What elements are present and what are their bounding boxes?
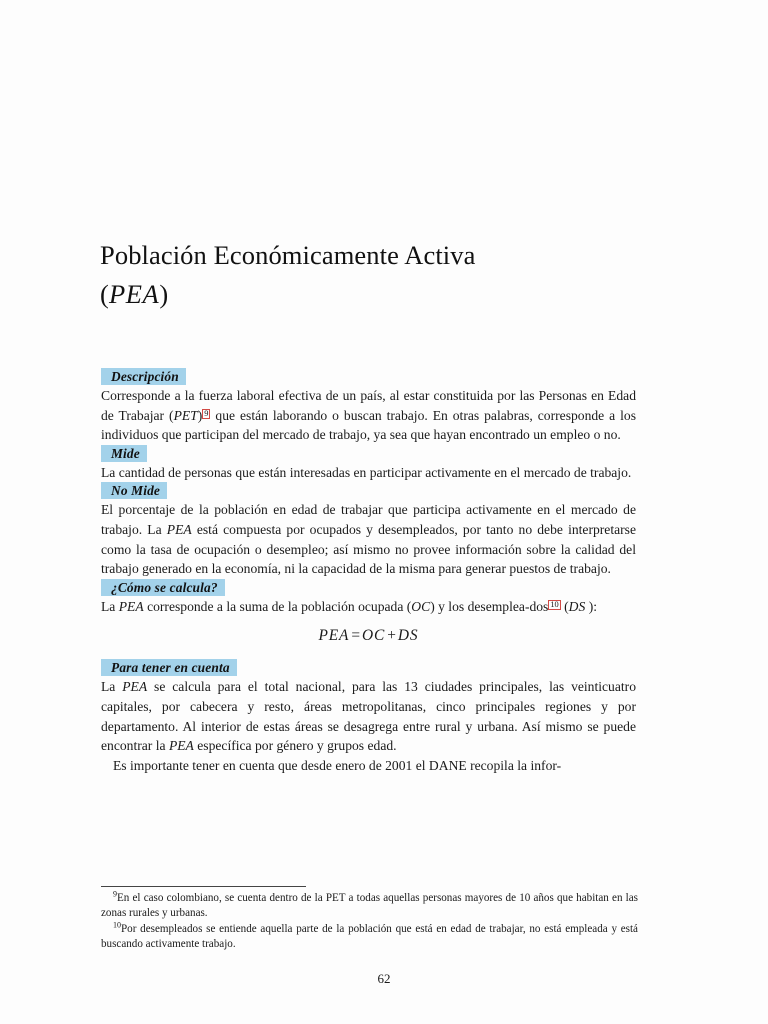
- title-paren-open: (: [100, 279, 109, 309]
- section-heading-como-se-calcula: [101, 579, 636, 596]
- section-heading-descripcion: [101, 368, 636, 385]
- section-heading-label: ¿Cómo se calcula?: [101, 579, 225, 596]
- section-paragraph-para-tener-en-cuenta: [101, 677, 636, 755]
- section-paragraph-mide: La cantidad de personas que están interesadas en participar activamente en el mercado de trabajo.: [101, 464, 632, 480]
- footnote-ref-9[interactable]: 9: [204, 408, 209, 418]
- section-paragraph-no-mide: [101, 500, 636, 578]
- footnote-item: [101, 919, 638, 953]
- page-title: [100, 236, 660, 314]
- formula-term-oc: OC: [362, 627, 386, 645]
- math-ds: DS: [568, 598, 586, 614]
- math-pea: PEA: [122, 679, 148, 695]
- paragraph-text: que están laborando o buscan trabajo. En otras palabras, corresponde a los individuos que participan del mercado de trabajo, ya sea que hayan encontrado un empleo o no.: [101, 407, 637, 443]
- formula-equals: =: [351, 627, 361, 645]
- footnote-text: En el caso colombiano, se cuenta dentro de la PET a todas aquellas personas mayores de 10 años que habitan en las zonas rurales y urbanas.: [101, 892, 638, 920]
- math-pet: PET: [173, 407, 198, 423]
- section-heading-no-mide: [101, 482, 636, 499]
- section-paragraph-continuation: Es importante tener en cuenta que desde enero de 2001 el DANE recopila la infor-: [113, 757, 562, 773]
- paragraph-text: ):: [585, 598, 597, 614]
- paragraph-text: está compuesta por ocupados y desempleados, por tanto no debe interpretarse como la tasa de ocupación o desempleo; así mismo no provee información sobre la calidad del trabajo generado en la economía, ni la capacidad de la misma para generar puestos de trabajo.: [101, 521, 636, 577]
- footnote-text: Por desempleados se entiende aquella parte de la población que está en edad de trabajar, no está empleada y está buscando activamente trabajo.: [101, 922, 638, 950]
- title-math-pea: PEA: [108, 279, 160, 309]
- paragraph-text: ): [197, 407, 203, 423]
- footnote-separator-rule: [101, 886, 306, 887]
- paragraph-text: ) y los desemplea-dos: [430, 598, 549, 614]
- footnote-marker-9: 9: [113, 889, 117, 899]
- paragraph-text: La: [101, 679, 123, 695]
- page-title-line-2: [100, 275, 660, 314]
- section-heading-label: Descripción: [101, 368, 186, 385]
- paragraph-text: específica por género y grupos edad.: [193, 738, 397, 754]
- math-pea: PEA: [166, 521, 192, 537]
- section-paragraph-como-se-calcula: [101, 597, 636, 617]
- section-paragraph-descripcion: [101, 386, 636, 445]
- section-heading-label: Mide: [101, 445, 147, 462]
- title-paren-close: ): [159, 279, 169, 309]
- formula-term-ds: DS: [397, 627, 419, 645]
- page-title-line-1: Población Económicamente Activa: [100, 240, 476, 270]
- formula-plus: +: [387, 627, 396, 645]
- math-pea: PEA: [118, 598, 144, 614]
- paragraph-text: Corresponde a la fuerza laboral efectiva de un país, al estar constituida por las Personas en Edad de Trabajar (: [101, 388, 636, 423]
- document-body: [101, 368, 636, 775]
- formula-pea: [101, 627, 636, 645]
- formula-lhs: PEA: [318, 627, 350, 645]
- section-heading-para-tener-en-cuenta: [101, 659, 636, 676]
- paragraph-text: La: [101, 598, 119, 614]
- footnote-item: [101, 891, 638, 922]
- math-pea: PEA: [168, 738, 194, 754]
- paragraph-text: (: [560, 598, 569, 614]
- paragraph-text: se calcula para el total nacional, para las 13 ciudades principales, las veinticuatro capitales, por cabecera y resto, áreas metropolitanas, cinco principales regiones y por departamento. Al interior de estas áreas se desagrega entre rural y urbana. Así mismo se puede encontrar la: [101, 679, 636, 754]
- section-heading-mide: [101, 445, 636, 462]
- paragraph-text: El porcentaje de la población en edad de trabajar que participa activamente en el mercado de trabajo. La: [101, 502, 636, 537]
- math-oc: OC: [411, 598, 431, 614]
- page-number: 62: [377, 971, 391, 986]
- footnote-marker-10: 10: [113, 919, 121, 929]
- footnote-ref-10[interactable]: 10: [550, 599, 559, 609]
- section-heading-label: Para tener en cuenta: [101, 659, 237, 676]
- section-heading-label: No Mide: [101, 482, 167, 499]
- footnotes-area: [101, 886, 638, 952]
- paragraph-text: corresponde a la suma de la población ocupada (: [143, 598, 412, 614]
